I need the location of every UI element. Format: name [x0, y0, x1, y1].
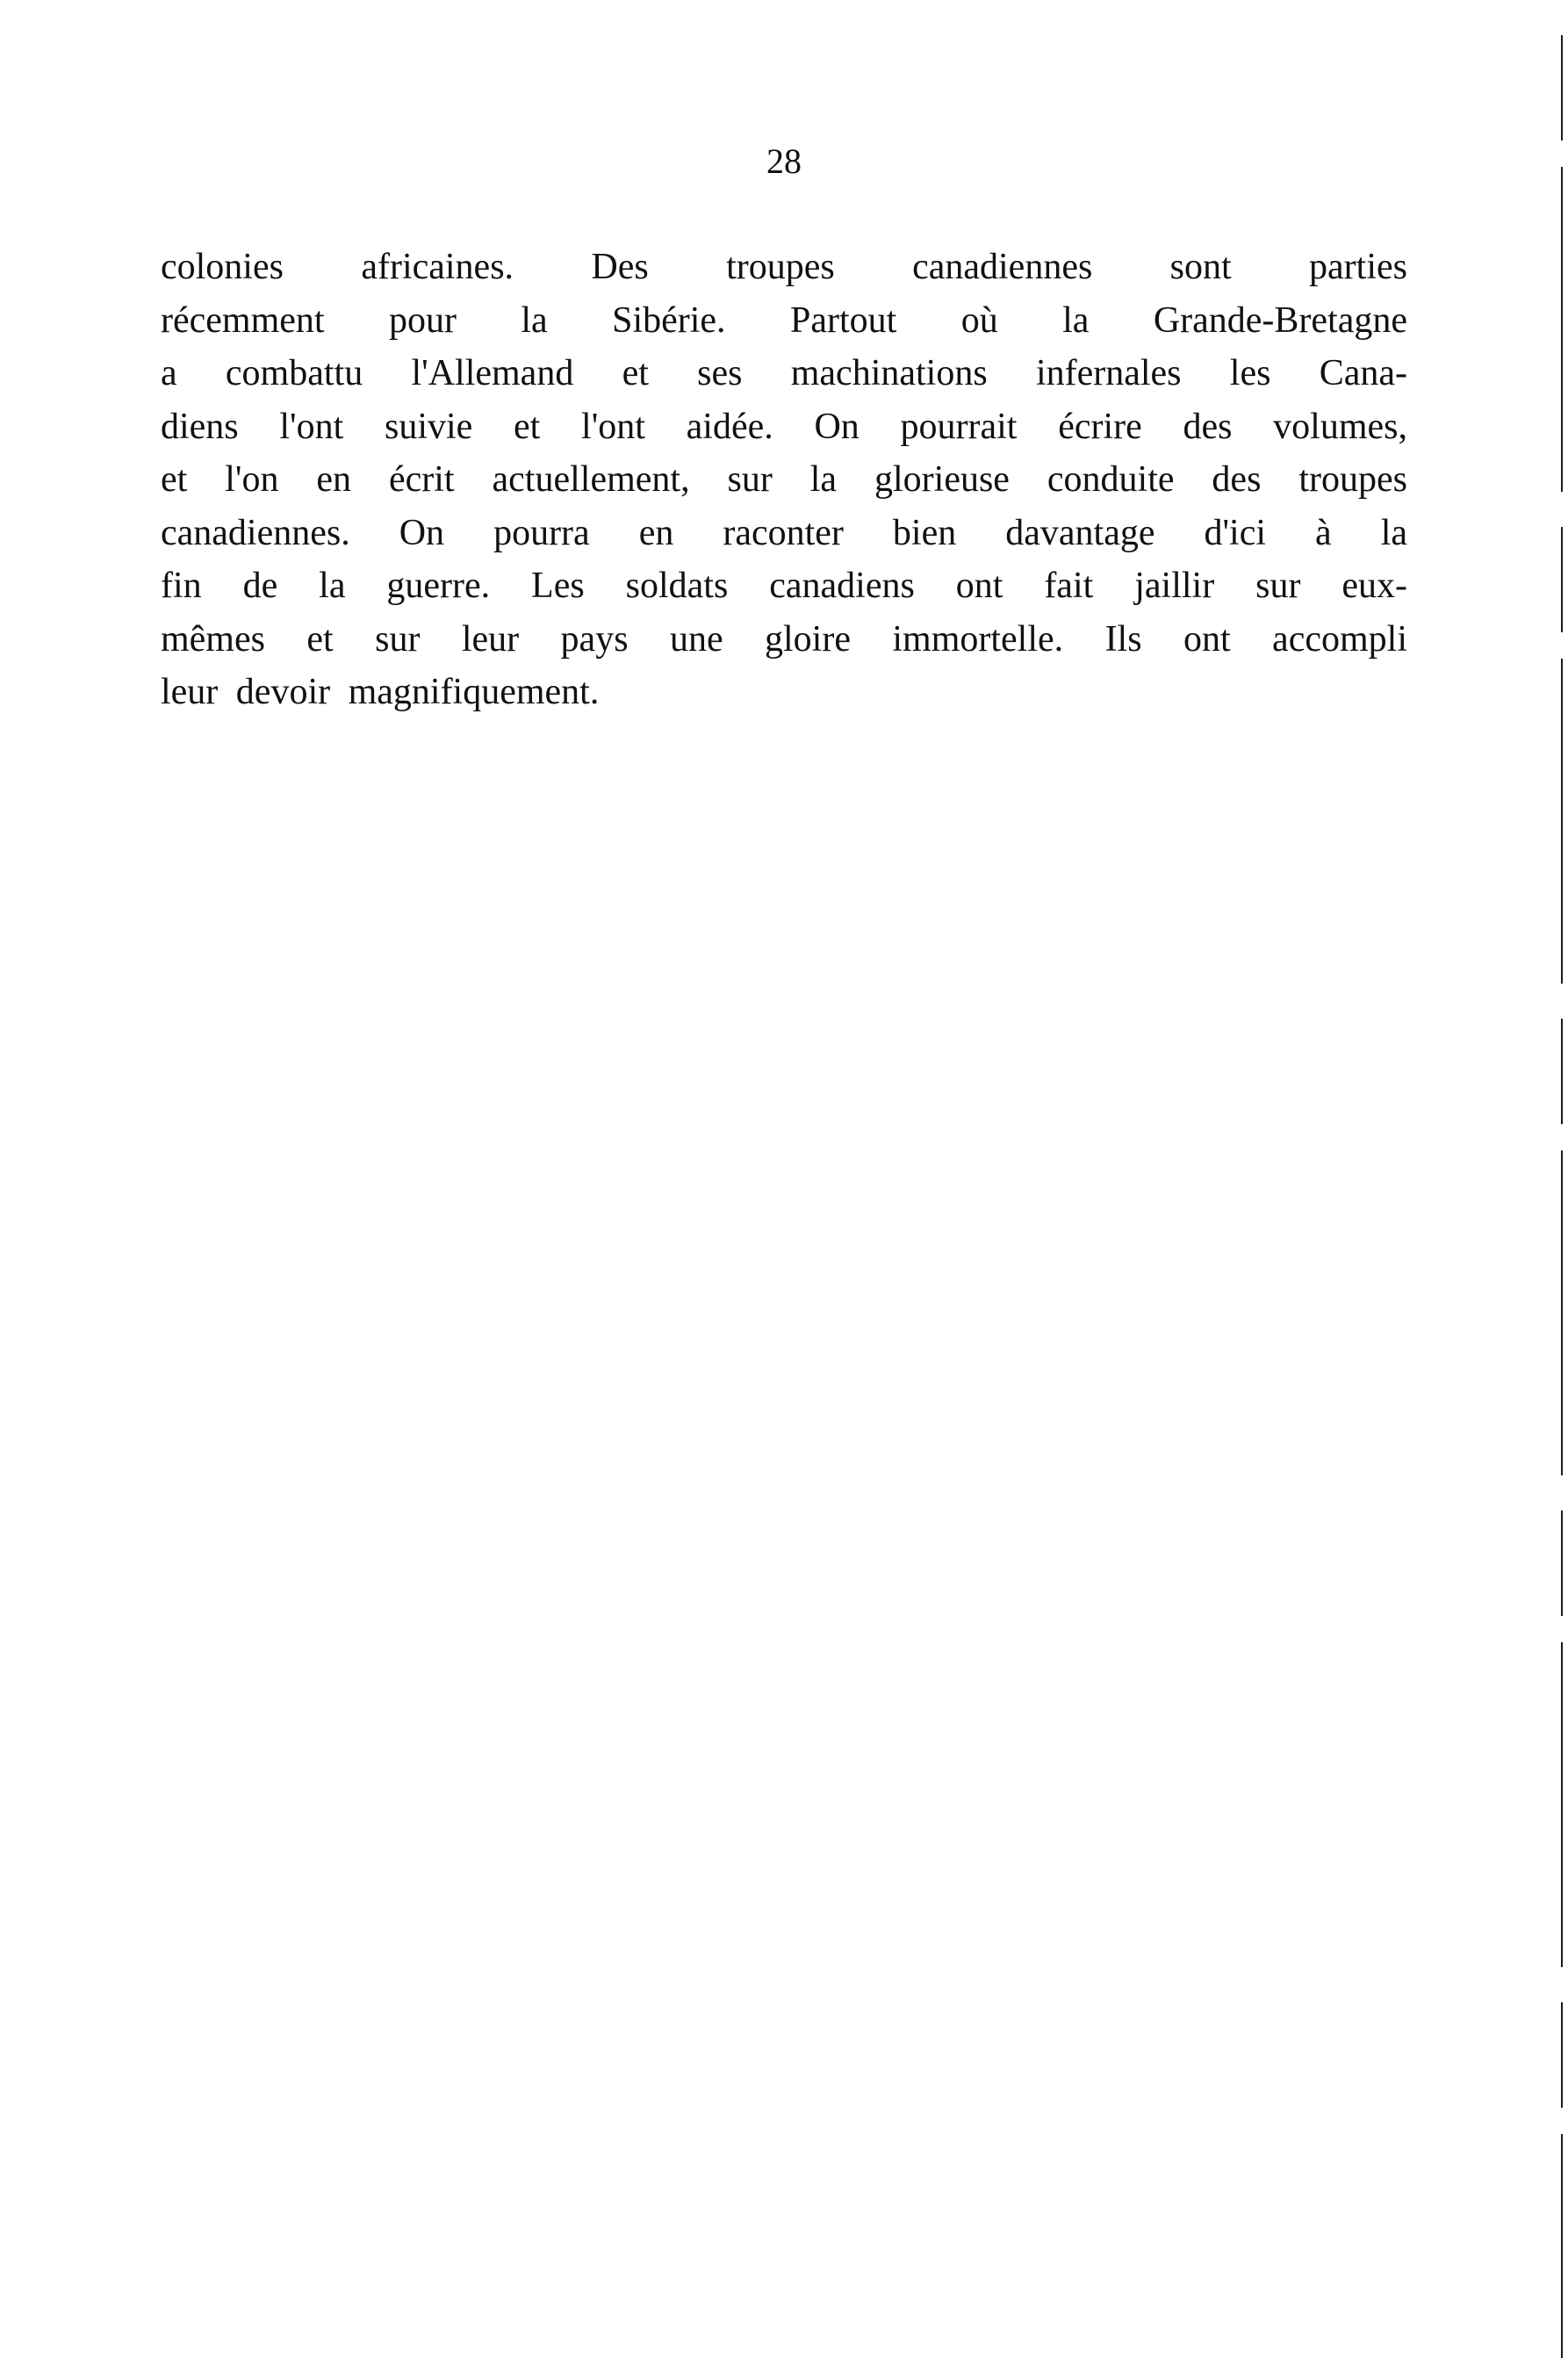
text-line: mêmes et sur leur pays une gloire immortelle. Ils ont accompli [161, 618, 1407, 660]
text-line: leur devoir magnifiquement. [161, 672, 600, 712]
scan-page-edge [1561, 35, 1563, 2358]
text-line: récemment pour la Sibérie. Partout où la Grande-Bretagne [161, 299, 1407, 341]
text-line: colonies africaines. Des troupes canadiennes sont parties [161, 247, 1407, 287]
text-line: a combattu l'Allemand et ses machinations infernales les Cana- [161, 353, 1407, 393]
text-line: canadiennes. On pourra en raconter bien davantage d'ici à la [161, 512, 1407, 553]
text-line: diens l'ont suivie et l'ont aidée. On pourrait écrire des volumes, [161, 406, 1407, 447]
text-line: et l'on en écrit actuellement, sur la glorieuse conduite des troupes [161, 459, 1407, 500]
text-line: fin de la guerre. Les soldats canadiens ont fait jaillir sur eux- [161, 566, 1407, 606]
page-number: 28 [766, 141, 802, 181]
body-paragraph [161, 241, 1407, 719]
